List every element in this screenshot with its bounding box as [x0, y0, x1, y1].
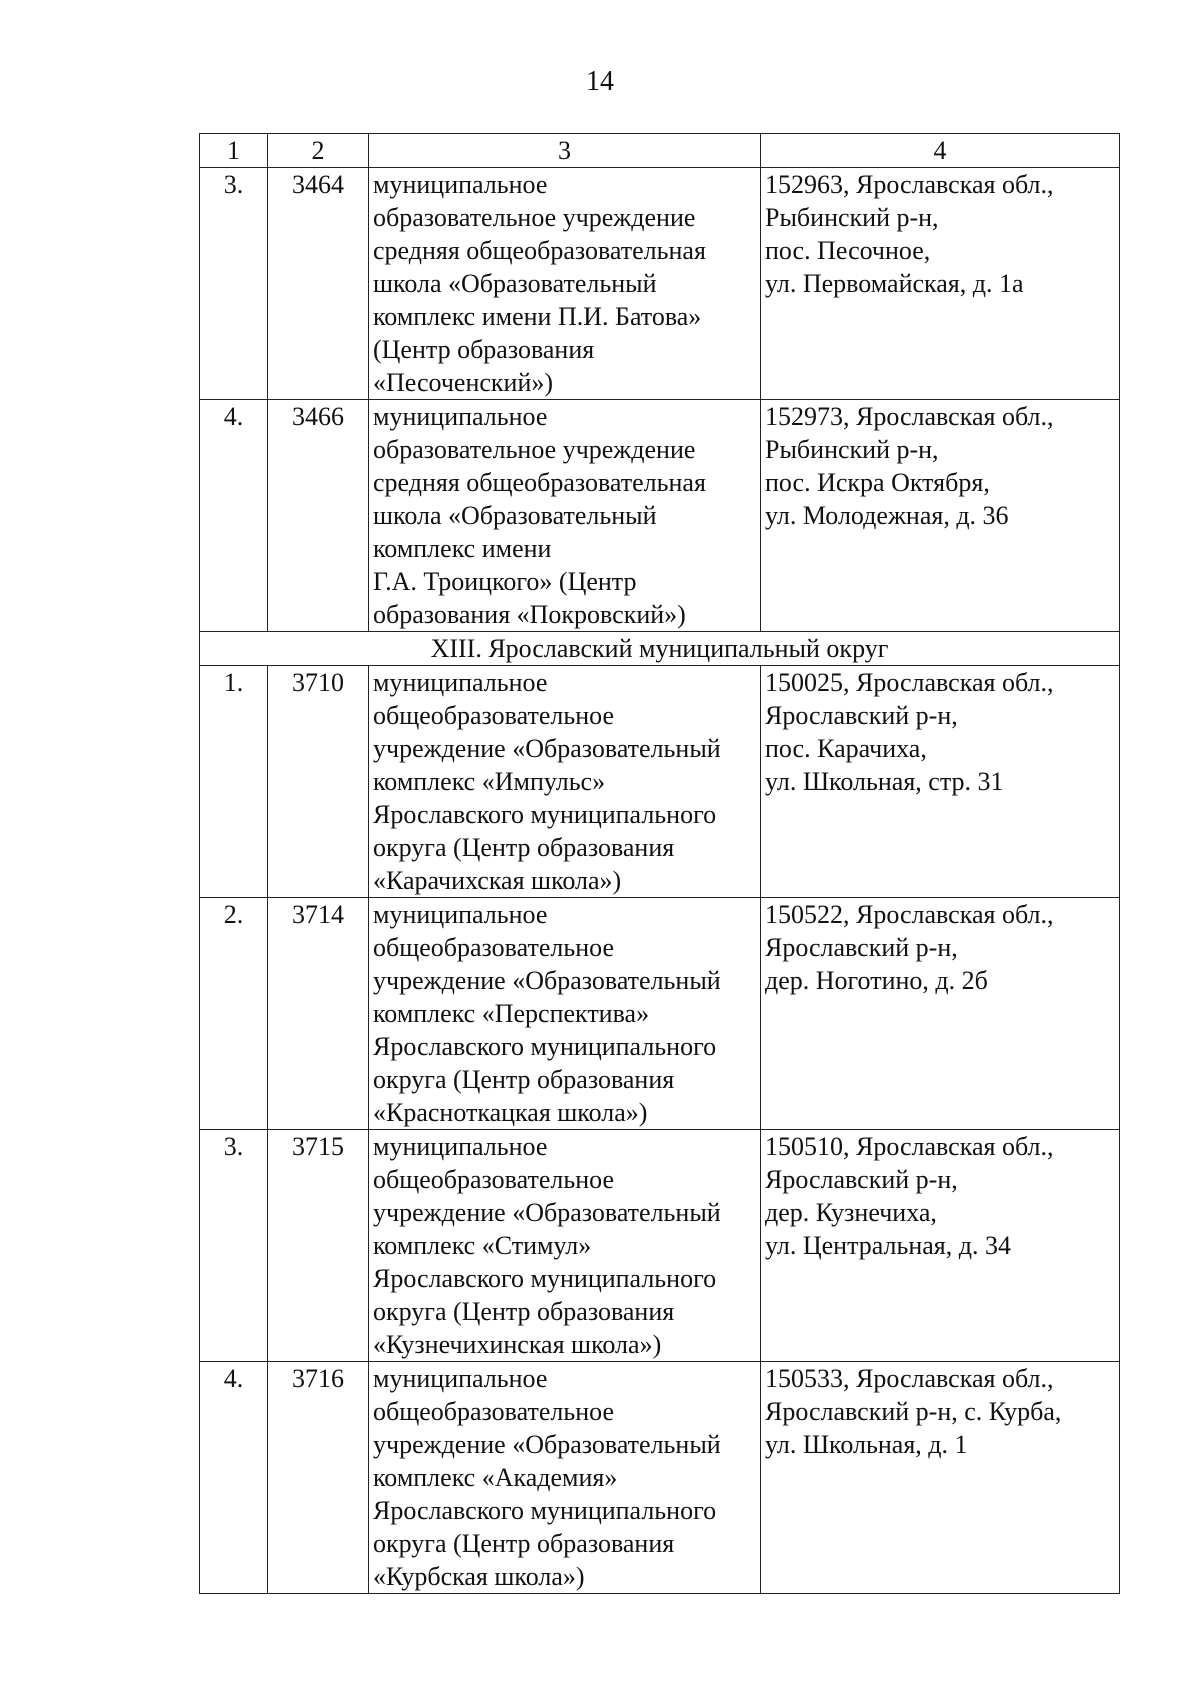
institution-address-line: Ярославский р-н, с. Курба, [765, 1397, 1062, 1426]
institution-code: 3716 [268, 1362, 369, 1594]
table-row [200, 1362, 1120, 1594]
institution-code: 3715 [268, 1130, 369, 1362]
institution-address [761, 168, 1120, 400]
table-row [200, 400, 1120, 632]
institution-name-line: учреждение «Образовательный [373, 1430, 721, 1459]
institution-name-line: Ярославского муниципального [373, 800, 717, 829]
table-header-row [200, 134, 1120, 168]
row-number: 2. [200, 898, 268, 1130]
page-number: 14 [586, 66, 614, 97]
institution-name [369, 898, 761, 1130]
institution-address-line: Ярославский р-н, [765, 933, 958, 962]
column-header: 2 [268, 134, 369, 168]
institution-address-line: 152973, Ярославская обл., [765, 402, 1054, 431]
institution-name-line: образовательное учреждение [373, 435, 696, 464]
institution-name-line: комплекс имени [373, 534, 552, 563]
institution-address-line: 150510, Ярославская обл., [765, 1132, 1054, 1161]
row-number: 4. [200, 400, 268, 632]
institution-name-line: общеобразовательное [373, 933, 614, 962]
institution-name-line: (Центр образования [373, 335, 595, 364]
institution-name-line: «Курбская школа») [373, 1562, 585, 1591]
column-header: 3 [369, 134, 761, 168]
institution-name-line: школа «Образовательный [373, 269, 657, 298]
institution-address-line: пос. Карачиха, [765, 734, 927, 763]
section-row [200, 632, 1120, 666]
institution-name-line: муниципальное [373, 900, 548, 929]
institution-address-line: дер. Кузнечиха, [765, 1198, 937, 1227]
institution-code: 3466 [268, 400, 369, 632]
column-header: 1 [200, 134, 268, 168]
institution-code: 3464 [268, 168, 369, 400]
institution-name [369, 168, 761, 400]
institution-code: 3710 [268, 666, 369, 898]
institution-name-line: Г.А. Троицкого» (Центр [373, 567, 637, 596]
institution-address-line: 152963, Ярославская обл., [765, 170, 1054, 199]
institution-name-line: «Кузнечихинская школа») [373, 1330, 662, 1359]
institution-address [761, 400, 1120, 632]
section-title: XIII. Ярославский муниципальный округ [200, 632, 1120, 666]
institution-name-line: Ярославского муниципального [373, 1032, 717, 1061]
table-row [200, 168, 1120, 400]
institution-name-line: комплекс «Академия» [373, 1463, 618, 1492]
institution-name-line: округа (Центр образования [373, 1529, 675, 1558]
institution-name [369, 1362, 761, 1594]
institution-address [761, 1362, 1120, 1594]
institutions-table [199, 133, 1120, 1594]
institution-address-line: ул. Молодежная, д. 36 [765, 501, 1009, 530]
table-row [200, 898, 1120, 1130]
institution-name-line: комплекс «Перспектива» [373, 999, 650, 1028]
row-number: 4. [200, 1362, 268, 1594]
institution-address-line: пос. Искра Октября, [765, 468, 990, 497]
table-row [200, 666, 1120, 898]
institution-name-line: комплекс «Стимул» [373, 1231, 592, 1260]
column-header: 4 [761, 134, 1120, 168]
institution-name-line: округа (Центр образования [373, 1065, 675, 1094]
row-number: 3. [200, 1130, 268, 1362]
institution-address-line: ул. Школьная, д. 1 [765, 1430, 968, 1459]
institution-address-line: Рыбинский р-н, [765, 435, 939, 464]
institution-name [369, 1130, 761, 1362]
table-row [200, 1130, 1120, 1362]
institution-name-line: муниципальное [373, 170, 548, 199]
institution-name-line: муниципальное [373, 668, 548, 697]
institution-name-line: муниципальное [373, 402, 548, 431]
institution-address-line: Ярославский р-н, [765, 1165, 958, 1194]
institution-name-line: «Красноткацкая школа») [373, 1098, 648, 1127]
institution-address-line: 150522, Ярославская обл., [765, 900, 1054, 929]
institution-address-line: пос. Песочное, [765, 236, 931, 265]
institution-name-line: учреждение «Образовательный [373, 1198, 721, 1227]
institution-address-line: Ярославский р-н, [765, 701, 958, 730]
institution-name-line: комплекс «Импульс» [373, 767, 606, 796]
institution-name-line: округа (Центр образования [373, 1297, 675, 1326]
institution-name-line: образовательное учреждение [373, 203, 696, 232]
institution-address [761, 666, 1120, 898]
institution-name-line: муниципальное [373, 1364, 548, 1393]
institution-address [761, 1130, 1120, 1362]
institution-name-line: общеобразовательное [373, 1165, 614, 1194]
institution-name-line: комплекс имени П.И. Батова» [373, 302, 702, 331]
institution-address-line: 150025, Ярославская обл., [765, 668, 1054, 697]
institution-name-line: образования «Покровский») [373, 600, 686, 629]
institution-name [369, 666, 761, 898]
institution-address-line: Рыбинский р-н, [765, 203, 939, 232]
institution-name-line: Ярославского муниципального [373, 1496, 717, 1525]
institution-code: 3714 [268, 898, 369, 1130]
institution-address-line: ул. Первомайская, д. 1а [765, 269, 1024, 298]
institution-name-line: учреждение «Образовательный [373, 734, 721, 763]
institution-name [369, 400, 761, 632]
institution-address-line: ул. Школьная, стр. 31 [765, 767, 1004, 796]
institution-name-line: общеобразовательное [373, 701, 614, 730]
institution-name-line: Ярославского муниципального [373, 1264, 717, 1293]
institution-name-line: общеобразовательное [373, 1397, 614, 1426]
institution-address [761, 898, 1120, 1130]
institution-name-line: средняя общеобразовательная [373, 468, 706, 497]
row-number: 1. [200, 666, 268, 898]
institution-name-line: округа (Центр образования [373, 833, 675, 862]
institution-name-line: муниципальное [373, 1132, 548, 1161]
institution-address-line: ул. Центральная, д. 34 [765, 1231, 1011, 1260]
institution-address-line: дер. Ноготино, д. 2б [765, 966, 988, 995]
institution-address-line: 150533, Ярославская обл., [765, 1364, 1054, 1393]
institution-name-line: учреждение «Образовательный [373, 966, 721, 995]
institution-name-line: школа «Образовательный [373, 501, 657, 530]
row-number: 3. [200, 168, 268, 400]
institution-name-line: «Карачихская школа») [373, 866, 622, 895]
institution-name-line: средняя общеобразовательная [373, 236, 706, 265]
table-body [200, 168, 1120, 1594]
institution-name-line: «Песоченский») [373, 368, 554, 397]
